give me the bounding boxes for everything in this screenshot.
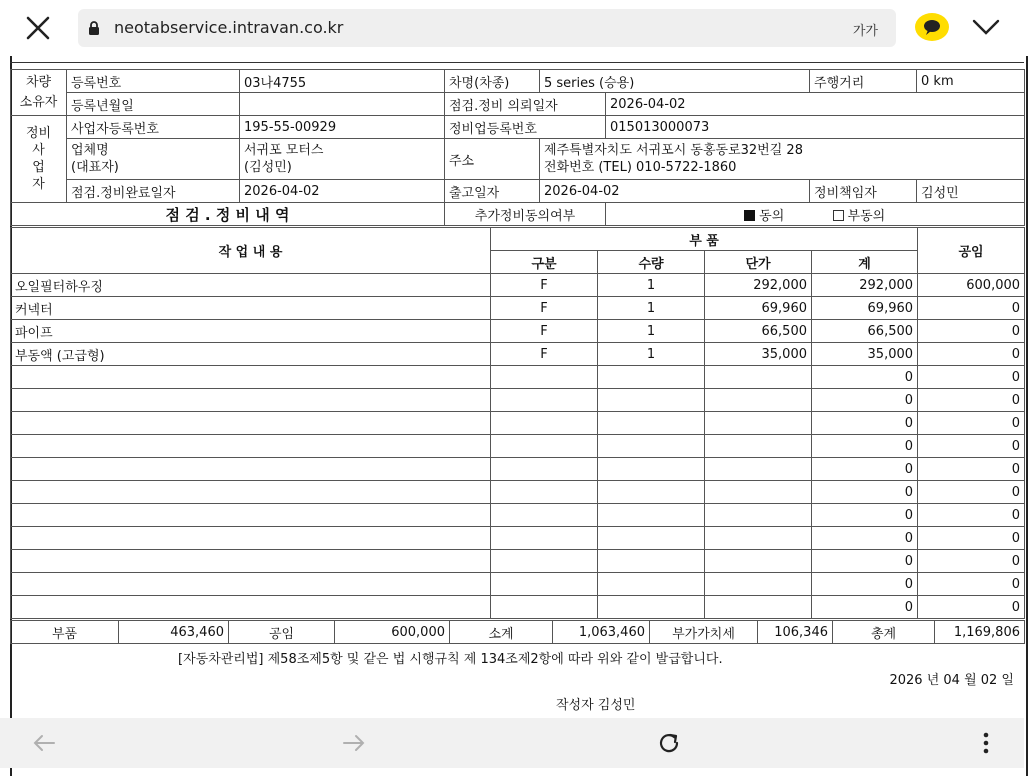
- work-cell: [11, 550, 491, 573]
- table-row: [11, 389, 1025, 412]
- biz-no-value: 195-55-00929: [240, 116, 445, 139]
- table-row: [11, 573, 1025, 596]
- grand-total-label: 총계: [833, 621, 935, 644]
- work-cell: [11, 458, 491, 481]
- address-value: 제주특별자치도 서귀포시 동홍동로32번길 28 전화번호 (TEL) 010-5722-1860: [540, 139, 1025, 180]
- work-cell: [11, 527, 491, 550]
- manager-value: 김성민: [917, 180, 1025, 203]
- qty-cell: 1: [598, 320, 705, 343]
- request-date-value: 2026-04-02: [606, 93, 1025, 116]
- work-cell: [11, 366, 491, 389]
- subtotal-header: 계: [812, 251, 918, 274]
- labor-cell: 0: [918, 320, 1025, 343]
- labor-cell: 0: [918, 573, 1025, 596]
- type-cell: [491, 389, 598, 412]
- subtotal-cell: 292,000: [812, 274, 918, 297]
- type-cell: [491, 527, 598, 550]
- type-cell: [491, 366, 598, 389]
- subtotal-cell: 0: [812, 596, 918, 619]
- work-header: 작 업 내 용: [11, 228, 491, 274]
- address-bar[interactable]: [78, 9, 896, 47]
- labor-total-label: 공임: [229, 621, 335, 644]
- vat-label: 부가가치세: [650, 621, 758, 644]
- work-cell: [11, 412, 491, 435]
- biz-no-label: 사업자등록번호: [67, 116, 240, 139]
- labor-cell: 0: [918, 343, 1025, 366]
- work-cell: [11, 389, 491, 412]
- unit-price-cell: [705, 527, 812, 550]
- shop-label: 정비 사 업 자: [11, 116, 67, 203]
- work-cell: 파이프: [11, 320, 491, 343]
- qty-cell: [598, 435, 705, 458]
- type-cell: F: [491, 320, 598, 343]
- qty-cell: 1: [598, 343, 705, 366]
- consent-no-checkbox[interactable]: [833, 210, 844, 221]
- labor-cell: 0: [918, 366, 1025, 389]
- qty-cell: [598, 412, 705, 435]
- car-name-label: 차명(차종): [445, 70, 540, 93]
- writer-line: 작성자 김성민: [556, 698, 636, 713]
- subtotal-cell: 66,500: [812, 320, 918, 343]
- kakao-talk-icon[interactable]: [914, 12, 950, 42]
- table-row: [11, 596, 1025, 619]
- subtotal-cell: 35,000: [812, 343, 918, 366]
- labor-cell: 0: [918, 550, 1025, 573]
- unit-price-cell: 69,960: [705, 297, 812, 320]
- release-date-label: 출고일자: [445, 180, 540, 203]
- type-header: 구분: [491, 251, 598, 274]
- table-row: [11, 435, 1025, 458]
- shop-reg-value: 015013000073: [606, 116, 1025, 139]
- reg-no-label: 등록번호: [67, 70, 240, 93]
- browser-top-bar: [0, 0, 1024, 56]
- mileage-label: 주행거리: [810, 70, 917, 93]
- qty-cell: 1: [598, 297, 705, 320]
- reg-year-label: 등록년월일: [67, 93, 240, 116]
- type-cell: [491, 412, 598, 435]
- qty-cell: [598, 573, 705, 596]
- grand-total-value: 1,169,806: [935, 621, 1025, 644]
- text-size-button[interactable]: 가가: [852, 24, 878, 39]
- qty-cell: [598, 481, 705, 504]
- subtotal-cell: 0: [812, 527, 918, 550]
- issue-date: 2026 년 04 월 02 일: [889, 673, 1014, 688]
- qty-cell: [598, 366, 705, 389]
- unit-price-cell: 66,500: [705, 320, 812, 343]
- labor-cell: 0: [918, 458, 1025, 481]
- item-rows: [11, 274, 1025, 619]
- owner-label: 차량 소유자: [11, 70, 67, 116]
- unit-price-cell: [705, 412, 812, 435]
- work-cell: [11, 504, 491, 527]
- unit-price-cell: [705, 596, 812, 619]
- work-items-table: [10, 227, 1025, 619]
- complete-date-label: 점검.정비완료일자: [67, 180, 240, 203]
- labor-cell: 0: [918, 481, 1025, 504]
- labor-cell: 0: [918, 435, 1025, 458]
- car-name-value: 5 series (승용): [540, 70, 810, 93]
- lock-icon: [88, 21, 100, 35]
- unit-price-cell: [705, 504, 812, 527]
- section-title: 점 검 . 정 비 내 역: [11, 203, 445, 226]
- subtotal-cell: 0: [812, 550, 918, 573]
- type-cell: F: [491, 297, 598, 320]
- subtotal-cell: 0: [812, 435, 918, 458]
- unit-price-cell: [705, 458, 812, 481]
- consent-yes-label: 동의: [759, 208, 785, 224]
- table-row: [11, 297, 1025, 320]
- table-row: [11, 458, 1025, 481]
- type-cell: [491, 435, 598, 458]
- subtotal-label: 소계: [450, 621, 553, 644]
- url-text: neotabservice.intravan.co.kr: [114, 18, 344, 37]
- type-cell: [491, 458, 598, 481]
- labor-cell: 600,000: [918, 274, 1025, 297]
- subtotal-cell: 0: [812, 504, 918, 527]
- qty-cell: [598, 504, 705, 527]
- labor-cell: 0: [918, 389, 1025, 412]
- manager-label: 정비책임자: [810, 180, 917, 203]
- labor-cell: 0: [918, 596, 1025, 619]
- subtotal-cell: 0: [812, 389, 918, 412]
- unit-price-cell: [705, 550, 812, 573]
- company-value: 서귀포 모터스 (김성민): [240, 139, 445, 180]
- unit-price-cell: 35,000: [705, 343, 812, 366]
- type-cell: F: [491, 343, 598, 366]
- document-view[interactable]: [0, 56, 1024, 718]
- address-label: 주소: [445, 139, 540, 180]
- browser-bottom-bar: [0, 718, 1024, 768]
- consent-options: [606, 203, 1025, 226]
- qty-cell: [598, 458, 705, 481]
- unit-price-header: 단가: [705, 251, 812, 274]
- release-date-value: 2026-04-02: [540, 180, 810, 203]
- back-arrow-icon[interactable]: [30, 729, 58, 757]
- parts-total-value: 463,460: [119, 621, 229, 644]
- totals-table: [10, 620, 1025, 644]
- reg-year-value: [240, 93, 445, 116]
- refresh-icon[interactable]: [655, 729, 683, 757]
- subtotal-cell: 0: [812, 366, 918, 389]
- type-cell: [491, 596, 598, 619]
- table-row: [11, 274, 1025, 297]
- parts-total-label: 부품: [11, 621, 119, 644]
- consent-no-label: 부동의: [847, 208, 886, 224]
- type-cell: [491, 550, 598, 573]
- work-cell: 부동액 (고급형): [11, 343, 491, 366]
- unit-price-cell: 292,000: [705, 274, 812, 297]
- extra-consent-label: 추가정비동의여부: [445, 203, 606, 226]
- work-cell: [11, 435, 491, 458]
- more-menu-icon[interactable]: [972, 729, 1000, 757]
- labor-cell: 0: [918, 527, 1025, 550]
- subtotal-value: 1,063,460: [553, 621, 650, 644]
- table-row: [11, 366, 1025, 389]
- subtotal-cell: 0: [812, 573, 918, 596]
- complete-date-value: 2026-04-02: [240, 180, 445, 203]
- labor-header: 공임: [918, 228, 1025, 274]
- unit-price-cell: [705, 481, 812, 504]
- table-row: [11, 343, 1025, 366]
- qty-header: 수량: [598, 251, 705, 274]
- unit-price-cell: [705, 366, 812, 389]
- forward-arrow-icon[interactable]: [340, 729, 368, 757]
- type-cell: [491, 573, 598, 596]
- work-cell: [11, 481, 491, 504]
- qty-cell: [598, 389, 705, 412]
- unit-price-cell: [705, 435, 812, 458]
- type-cell: [491, 504, 598, 527]
- document-top-line: [10, 62, 1024, 63]
- close-icon[interactable]: [22, 12, 54, 44]
- table-row: [11, 412, 1025, 435]
- work-cell: 오일필터하우징: [11, 274, 491, 297]
- type-cell: [491, 481, 598, 504]
- work-cell: [11, 596, 491, 619]
- table-row: [11, 527, 1025, 550]
- labor-cell: 0: [918, 412, 1025, 435]
- table-row: [11, 550, 1025, 573]
- table-row: [11, 504, 1025, 527]
- legal-notice: [자동차관리법] 제58조제5항 및 같은 법 시행규칙 제 134조제2항에 따라 위와 같이 발급합니다.: [178, 652, 723, 667]
- parts-header: 부 품: [491, 228, 918, 251]
- company-label: 업체명 (대표자): [67, 139, 240, 180]
- labor-cell: 0: [918, 297, 1025, 320]
- type-cell: F: [491, 274, 598, 297]
- work-cell: [11, 573, 491, 596]
- unit-price-cell: [705, 389, 812, 412]
- subtotal-cell: 0: [812, 412, 918, 435]
- reg-no-value: 03나4755: [240, 70, 445, 93]
- qty-cell: 1: [598, 274, 705, 297]
- vat-value: 106,346: [758, 621, 833, 644]
- qty-cell: [598, 550, 705, 573]
- unit-price-cell: [705, 573, 812, 596]
- qty-cell: [598, 527, 705, 550]
- labor-total-value: 600,000: [335, 621, 450, 644]
- mileage-value: 0 km: [917, 70, 1025, 93]
- table-row: [11, 320, 1025, 343]
- subtotal-cell: 0: [812, 458, 918, 481]
- subtotal-cell: 0: [812, 481, 918, 504]
- vehicle-info-table: [10, 69, 1025, 226]
- shop-reg-label: 정비업등록번호: [445, 116, 606, 139]
- chevron-down-icon[interactable]: [972, 18, 1000, 36]
- qty-cell: [598, 596, 705, 619]
- labor-cell: 0: [918, 504, 1025, 527]
- request-date-label: 점검.정비 의뢰일자: [445, 93, 606, 116]
- consent-yes-checkbox[interactable]: [744, 210, 755, 221]
- table-row: [11, 481, 1025, 504]
- work-cell: 커넥터: [11, 297, 491, 320]
- subtotal-cell: 69,960: [812, 297, 918, 320]
